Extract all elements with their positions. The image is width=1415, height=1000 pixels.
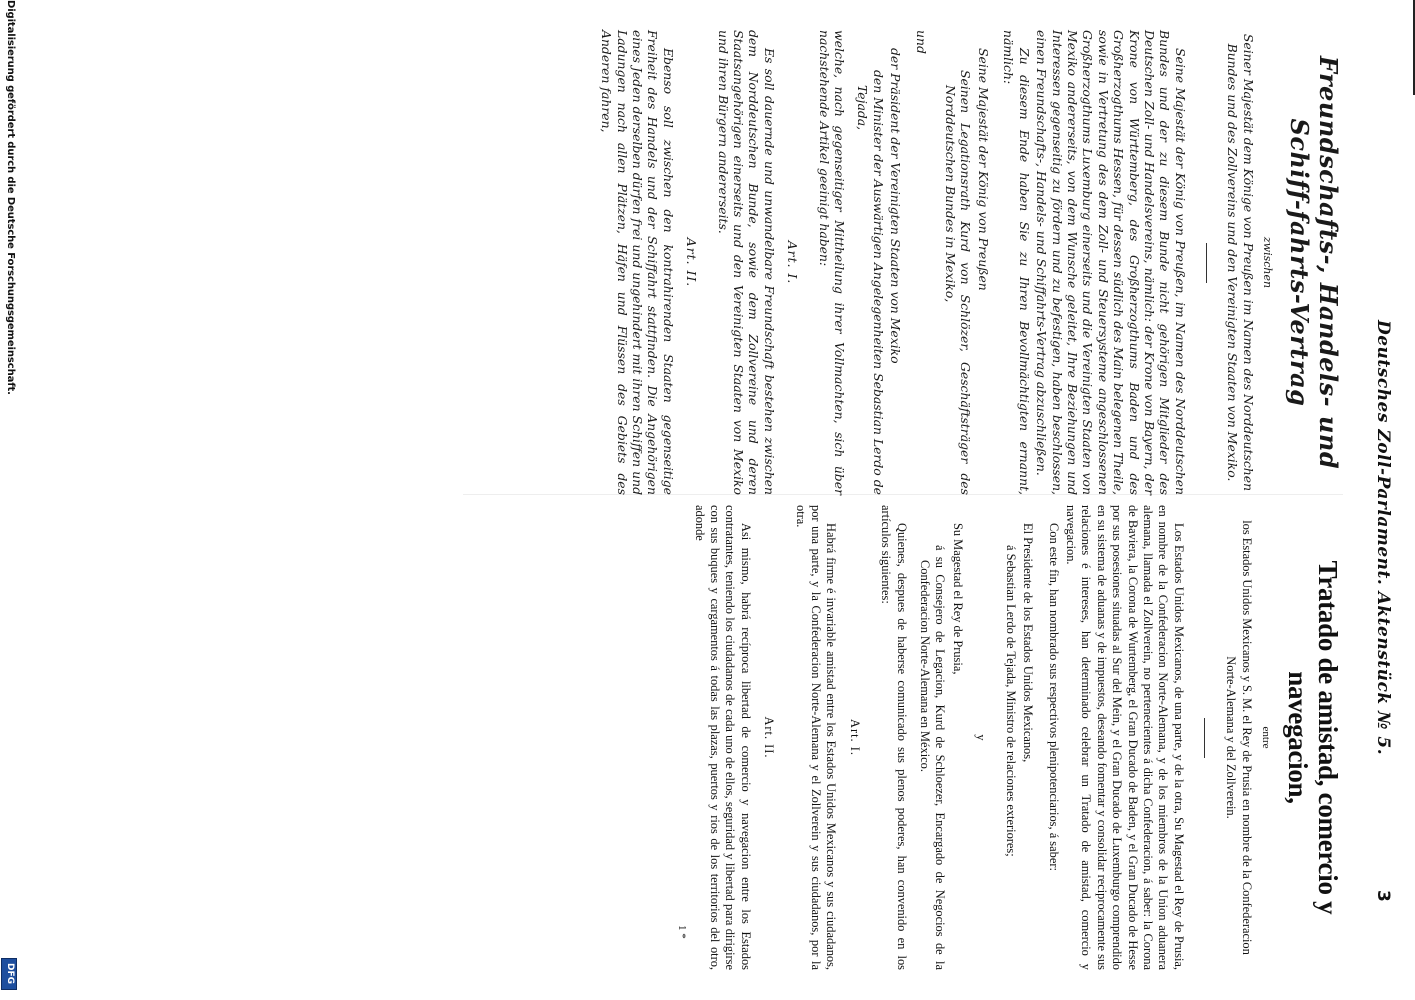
german-paragraph: Zu diesem Ende haben Sie zu Ihren Bevollmächtigten ernannt, nämlich: — [1001, 30, 1032, 495]
spanish-paragraph: Con este fin, han nombrado sus respectivos plenipotenciarios, á saber: — [1046, 523, 1061, 871]
spanish-preamble: Los Estados Unidos Mexicanos, de una parte, y de la otra, Su Magestad el Rey de Prusia, en nombre de la Confederacion Norte-Alemana, y de los miembros de la Union aduanera alemana, llamada el Zollverein, no pertenecientes á dicha Confederacion, á saber: la Corona de Baviera, la Corona de Wurtemberg, el Gran Ducado de Baden, y el Gran Ducado de Hesse por sus posesiones situadas al Sur del Mein, y el Gran Ducado de Luxemburgo comprendido en su sistema de aduanas y de impuestos, deseando fomentar y consolidar reciprocamente sus relaciones é intereses, han determinado celebrar un Tratado de amistad, comercio y navegacion. — [1063, 505, 1186, 970]
spanish-y: y — [974, 734, 989, 741]
spanish-paragraph: Su Magestad el Rey de Prusia, — [950, 523, 965, 675]
german-parties: Seiner Majestät dem Könige von Preußen im Namen des Norddeutschen Bundes und des Zollvereins und den Vereinigten Staaten von Mexiko. — [1225, 33, 1256, 492]
spanish-paragraph: Quienes, despues de haberse comunicado sus plenos poderes, han convenido en los artículos siguientes: — [879, 505, 909, 970]
german-paragraph: Seine Majestät der König von Preußen — [975, 48, 991, 291]
running-title: Deutsches Zoll-Parlament. Aktenstück № 5. — [1373, 320, 1393, 756]
dfg-logo-icon — [1, 958, 17, 990]
german-article-text: Es soll dauernde und unwandelbare Freundschaft bestehen zwischen dem Norddeutschen Bunde, sowie dem Zollvereine und deren Staatsangehörigen einerseits und den Vereinigten Staaten von Mexiko und ihren Bürgern andererseits. — [715, 30, 777, 495]
german-plenipotentiary: Seinen Legationsrath Kurd von Schlözer, Geschäftsträger des Norddeutschen Bundes in Mexiko, — [943, 70, 974, 495]
german-separator — [1206, 243, 1207, 283]
digitization-footer — [0, 0, 17, 1000]
spanish-article-heading: Art. II. — [762, 716, 777, 759]
dfg-logo-text: DFG — [5, 963, 15, 985]
spanish-parties: los Estados Unidos Mexicanos y S. M. el Rey de Prusia en nombre de la Confederacion Norte-Alemana y del Zollverein. — [1224, 520, 1254, 955]
page-number: 3 — [1373, 890, 1393, 902]
german-article-heading: Art. II. — [684, 237, 700, 288]
german-paragraph: welche, nach gegenseitiger Mittheilung ihrer Vollmachten, sich über nachstehende Artikel geeinigt haben: — [816, 30, 848, 495]
spanish-plenipotentiary: á su Consejero de Legacion, Kurd de Schloezer, Encargado de Negocios de la Confederacion Norte-Alemana en México. — [918, 545, 948, 970]
footer-credit: Digitalisierung gefördert durch die Deutsche Forschungsgemeinschaft. — [5, 0, 16, 395]
page-header — [1353, 20, 1393, 980]
german-paragraph: der Präsident der Vereinigten Staaten von Mexiko — [888, 48, 904, 364]
spanish-article-text: Asi mismo, habrá recíproca libertad de comercio y navegacion entre los Estados contratantes, teniendo los ciudadanos de cada uno de ellos, seguridad y libertad para dirigirse con sus buques y cargamentos á todas las plazas, puertos y rios de los territorios del otro, adonde — [692, 505, 753, 970]
spanish-plenipotentiary: á Sebastian Lerdo de Tejada, Ministro de relaciones exteriores; — [1003, 545, 1018, 857]
german-column — [597, 30, 1343, 495]
spanish-article-heading: Art. I. — [847, 719, 862, 756]
spanish-separator — [1204, 718, 1205, 758]
german-plenipotentiary: den Minister der Auswärtigen Angelegenheiten Sebastian Lerdo de Tejada, — [855, 70, 886, 495]
spanish-paragraph: El Presidente de los Estados Unidos Mexicanos, — [1021, 523, 1036, 763]
german-article-heading: Art. I. — [785, 240, 801, 285]
signature-mark: 1 * — [676, 925, 689, 939]
german-title: Freundschafts-, Handels- und Schiff-fahrts-Vertrag — [1285, 55, 1343, 470]
german-und: und — [913, 30, 929, 54]
spanish-entre: entre — [1260, 726, 1272, 749]
spanish-column — [674, 505, 1343, 970]
spanish-title: Tratado de amistad, comercio y navegacion, — [1283, 560, 1343, 915]
german-zwischen: zwischen — [1261, 236, 1274, 289]
spanish-article-text: Habrá firme é invariable amistad entre los Estados Unidos Mexicanos y sus ciudadanos, por una parte, y la Confederacion Norte-Alemana y el Zollverein y sus ciudadanos, por la otra. — [793, 505, 839, 970]
german-article-text: Ebenso soll zwischen den kontrahirenden Staaten gegenseitige Freiheit des Handels und der Schiffahrt stattfinden. Die Angehörigen eines Jeden derselben dürfen frei und ungehindert mit ihren Schiffen und Ladungen nach allen Plätzen, Häfen und Flüssen des Gebiets des Anderen fahren, — [599, 30, 676, 495]
german-preamble: Seine Majestät der König von Preußen, im Namen des Norddeutschen Bundes und der zu diesem Bunde nicht gehörigen Mitglieder des Deutschen Zoll- und Handelsvereins, nämlich: der Krone von Bayern, der Krone von Württemberg, des Großherzogthums Baden und des Großherzogthums Hessen, für dessen südlich des Main belegenen Theile, sowie in Vertretung des dem Zoll- und Steuersysteme angeschlossenen Großherzogthums Luxemburg einerseits und die Vereinigten Staaten von Mexiko andererseits, von dem Wunsche geleitet, Ihre Beziehungen und Interessen gegenseitig zu fördern und zu befestigen, haben beschlossen, einen Freundschafts-, Handels- und Schiffahrts-Vertrag abzuschließen. — [1034, 30, 1188, 495]
